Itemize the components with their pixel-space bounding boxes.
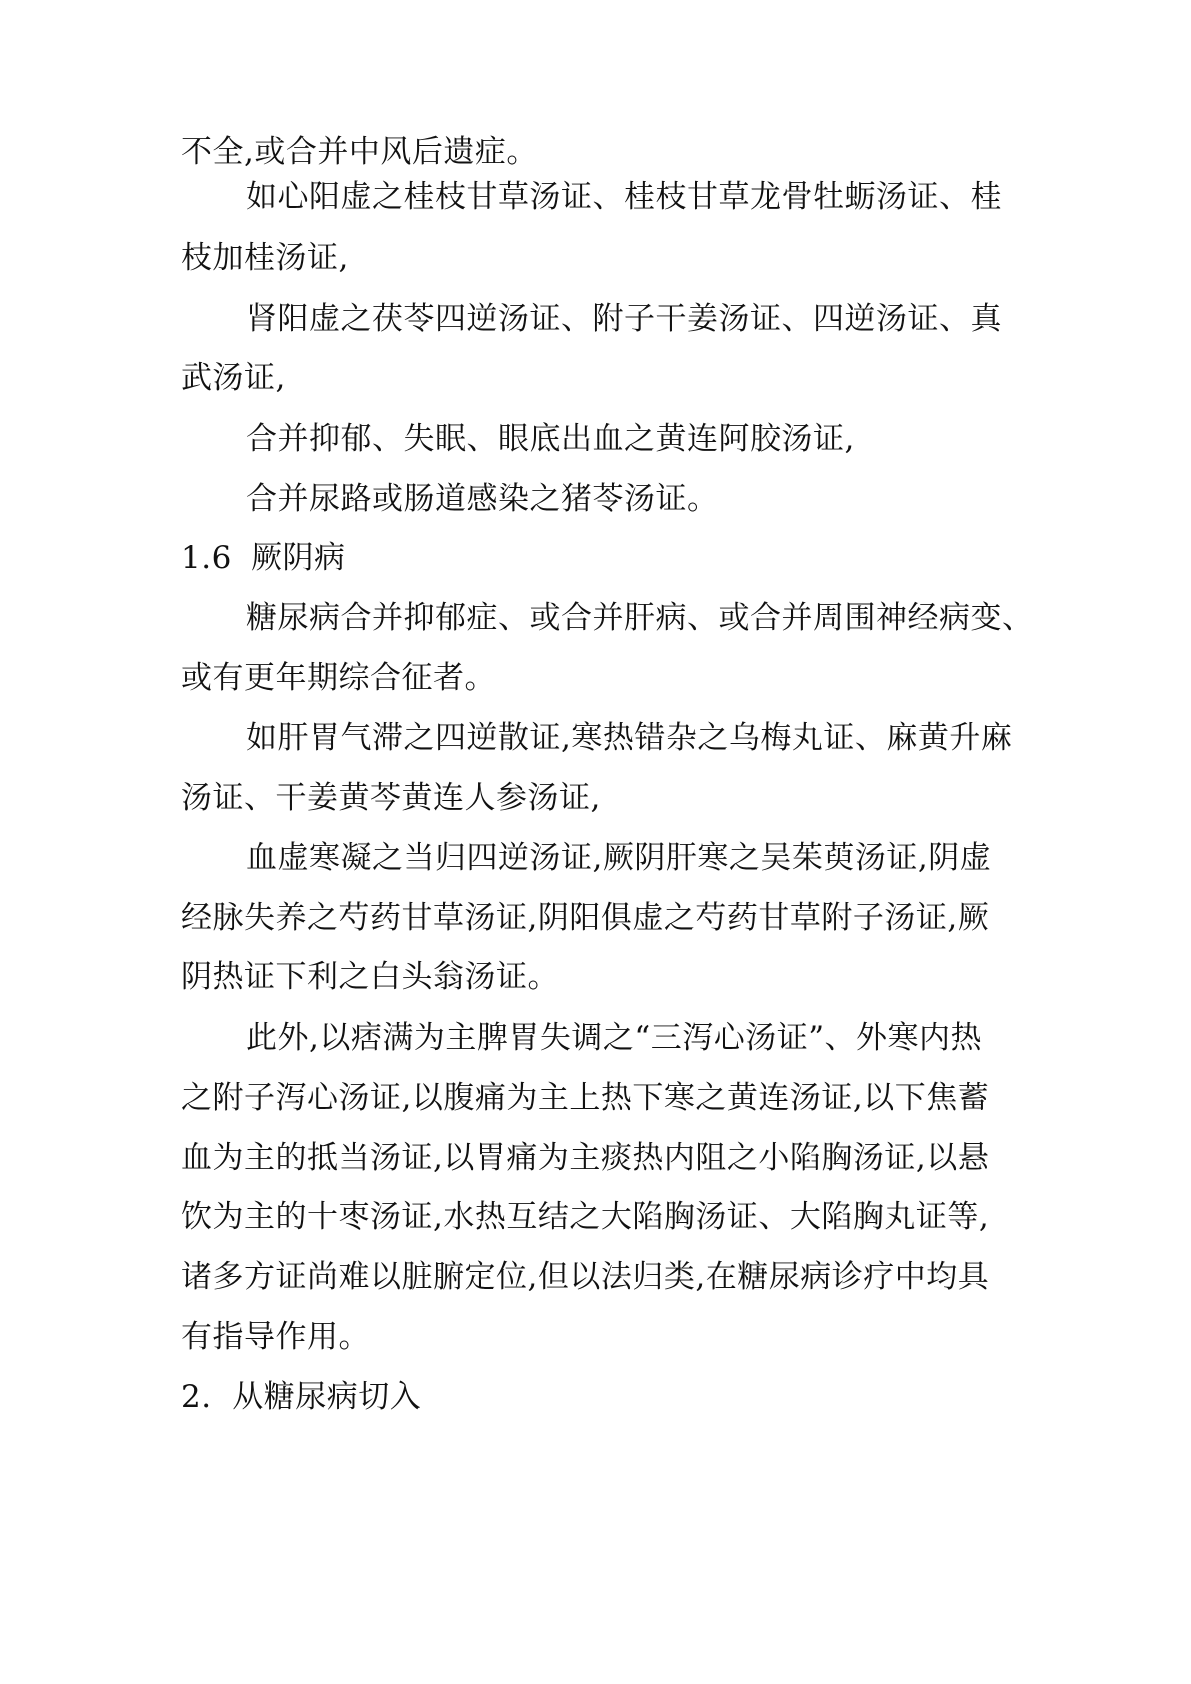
paragraph-line: 此外,以痞满为主脾胃失调之“三泻心汤证”、外寒内热 (246, 1020, 983, 1056)
paragraph-line: 血虚寒凝之当归四逆汤证,厥阴肝寒之吴茱萸汤证,阴虚 (246, 840, 992, 876)
paragraph-line: 合并抑郁、失眠、眼底出血之黄连阿胶汤证, (246, 421, 855, 457)
paragraph-line: 糖尿病合并抑郁症、或合并肝病、或合并周围神经病变、 (246, 600, 1034, 636)
paragraph-line: 或有更年期综合征者。 (181, 660, 496, 696)
paragraph-line: 诸多方证尚难以脏腑定位,但以法归类,在糖尿病诊疗中均具 (181, 1259, 990, 1295)
section-heading-1-6 (181, 538, 346, 578)
section-heading-2 (181, 1377, 421, 1417)
paragraph-line: 阴热证下利之白头翁汤证。 (181, 959, 559, 995)
paragraph-line: 经脉失养之芍药甘草汤证,阴阳俱虚之芍药甘草附子汤证,厥 (181, 900, 990, 936)
paragraph-line: 血为主的抵当汤证,以胃痛为主痰热内阻之小陷胸汤证,以悬 (181, 1140, 990, 1176)
paragraph-line: 有指导作用。 (181, 1319, 370, 1355)
section-number: 2. (181, 1379, 212, 1415)
paragraph-line: 汤证、干姜黄芩黄连人参汤证, (181, 780, 601, 816)
paragraph-line: 合并尿路或肠道感染之猪苓汤证。 (246, 481, 719, 517)
section-title: 从糖尿病切入 (232, 1379, 422, 1415)
paragraph-line: 肾阳虚之茯苓四逆汤证、附子干姜汤证、四逆汤证、真 (246, 301, 1002, 337)
section-title: 厥阴病 (251, 540, 346, 576)
paragraph-line: 饮为主的十枣汤证,水热互结之大陷胸汤证、大陷胸丸证等, (181, 1199, 990, 1235)
paragraph-line: 枝加桂汤证, (181, 240, 349, 276)
paragraph-line: 武汤证, (181, 360, 286, 396)
section-number: 1.6 (181, 540, 232, 576)
paragraph-line: 之附子泻心汤证,以腹痛为主上热下寒之黄连汤证,以下焦蓄 (181, 1080, 990, 1116)
paragraph-line: 不全,或合并中风后遗症。 (181, 134, 538, 170)
paragraph-line: 如心阳虚之桂枝甘草汤证、桂枝甘草龙骨牡蛎汤证、桂 (246, 179, 1002, 215)
paragraph-line: 如肝胃气滞之四逆散证,寒热错杂之乌梅丸证、麻黄升麻 (246, 720, 1013, 756)
